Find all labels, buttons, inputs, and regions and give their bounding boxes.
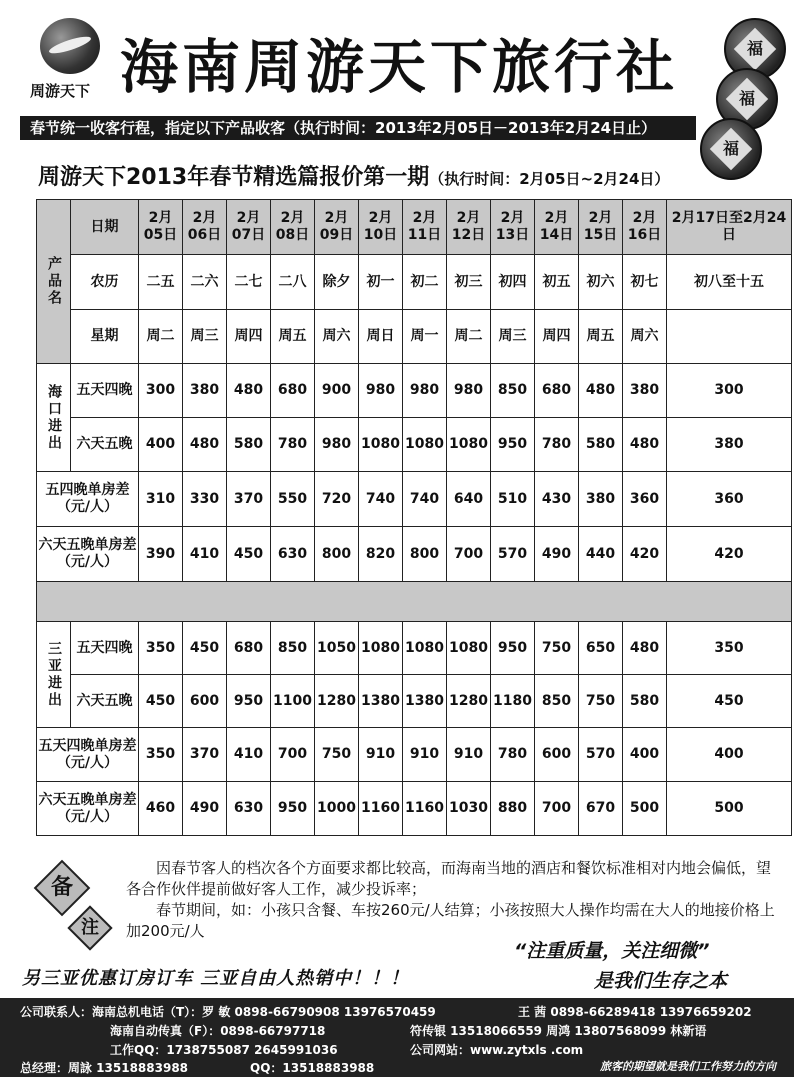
- price-subtitle: [38, 160, 669, 191]
- price-cell: 910: [359, 728, 403, 782]
- price-cell: 800: [315, 527, 359, 582]
- lunar-cell: 初二: [403, 255, 447, 310]
- weekday-cell: 周一: [403, 310, 447, 364]
- date-cell: 2月11日: [403, 200, 447, 255]
- price-cell: 410: [227, 728, 271, 782]
- price-cell: 950: [491, 622, 535, 675]
- single-room-label: 五天四晚单房差（元/人）: [37, 728, 139, 782]
- price-cell: 380: [579, 472, 623, 527]
- price-cell: 700: [447, 527, 491, 582]
- promo-text: 另三亚优惠订房订车 三亚自由人热销中！！！: [22, 968, 410, 989]
- price-cell: 510: [491, 472, 535, 527]
- subtitle-period: （执行时间：2月05日~2月24日）: [429, 170, 670, 188]
- weekday-cell: 周日: [359, 310, 403, 364]
- group-label: [37, 364, 71, 472]
- notice-bar: 春节统一收客行程，指定以下产品收客（执行时间：2013年2月05日－2013年2月24日止）: [20, 116, 696, 140]
- lunar-cell: 初七: [623, 255, 667, 310]
- price-cell: 800: [403, 527, 447, 582]
- price-cell: 680: [271, 364, 315, 418]
- price-cell: 400: [139, 418, 183, 472]
- date-cell: 2月16日: [623, 200, 667, 255]
- lunar-cell: 二八: [271, 255, 315, 310]
- price-cell: 490: [535, 527, 579, 582]
- remark-badge: 注: [67, 905, 112, 950]
- table-row: [37, 310, 792, 364]
- price-cell: 580: [227, 418, 271, 472]
- footer-slogan: 旅客的期望就是我们工作努力的方向: [600, 1060, 776, 1073]
- page-title: 海南周游天下旅行社: [120, 33, 679, 101]
- header: [0, 0, 794, 116]
- weekday-cell: 周四: [535, 310, 579, 364]
- price-cell: 750: [579, 675, 623, 728]
- company-logo: [30, 18, 110, 103]
- lunar-cell: 初一: [359, 255, 403, 310]
- date-cell: 2月14日: [535, 200, 579, 255]
- table-row: [37, 675, 792, 728]
- price-cell: 1280: [447, 675, 491, 728]
- price-cell: 640: [447, 472, 491, 527]
- product-label-text: 产品名: [46, 256, 62, 307]
- price-cell: 950: [271, 782, 315, 836]
- weekday-cell: 周五: [579, 310, 623, 364]
- price-cell: 950: [491, 418, 535, 472]
- price-cell: 1100: [271, 675, 315, 728]
- price-cell: 480: [623, 622, 667, 675]
- price-cell: 380: [183, 364, 227, 418]
- price-cell: 1380: [359, 675, 403, 728]
- date-cell: 2月07日: [227, 200, 271, 255]
- price-cell: 740: [359, 472, 403, 527]
- price-cell: 420: [667, 527, 792, 582]
- table-row: [37, 418, 792, 472]
- price-cell: 480: [227, 364, 271, 418]
- price-cell: 310: [139, 472, 183, 527]
- price-cell: 720: [315, 472, 359, 527]
- remark-text: [126, 858, 776, 942]
- contact-line: 总经理：周詠 13518883988: [20, 1061, 189, 1075]
- date-cell: 2月09日: [315, 200, 359, 255]
- contact-line: 王 茜 0898-66289418 13976659202: [518, 1005, 752, 1019]
- group-label-text: 海口进出: [46, 383, 62, 452]
- date-cell: 2月15日: [579, 200, 623, 255]
- motto-line: “注重质量，关注细微”: [514, 940, 710, 962]
- price-cell: 850: [271, 622, 315, 675]
- weekday-cell: 周二: [447, 310, 491, 364]
- date-cell: 2月08日: [271, 200, 315, 255]
- price-cell: 1160: [359, 782, 403, 836]
- table-row: [37, 728, 792, 782]
- price-cell: 1080: [359, 418, 403, 472]
- price-cell: 910: [447, 728, 491, 782]
- price-cell: 570: [579, 728, 623, 782]
- price-cell: 850: [535, 675, 579, 728]
- date-cell: 2月06日: [183, 200, 227, 255]
- contact-line: 公司网站：www.zytxls .com: [410, 1043, 584, 1057]
- group-label: [37, 622, 71, 728]
- contact-line: 工作QQ：1738755087 2645991036: [110, 1043, 338, 1057]
- contact-line: QQ：13518883988: [250, 1061, 375, 1075]
- price-cell: 680: [227, 622, 271, 675]
- price-cell: 500: [623, 782, 667, 836]
- table-row: [37, 472, 792, 527]
- price-cell: 780: [491, 728, 535, 782]
- lantern-decoration: [694, 0, 794, 195]
- price-cell: 350: [139, 622, 183, 675]
- motto-line: 是我们生存之本: [594, 970, 728, 992]
- price-cell: 580: [623, 675, 667, 728]
- price-cell: 980: [447, 364, 491, 418]
- price-cell: 910: [403, 728, 447, 782]
- price-cell: 440: [579, 527, 623, 582]
- price-cell: 1160: [403, 782, 447, 836]
- price-cell: 1050: [315, 622, 359, 675]
- price-cell: 670: [579, 782, 623, 836]
- lunar-cell: 初六: [579, 255, 623, 310]
- price-cell: 1080: [447, 418, 491, 472]
- price-cell: 570: [491, 527, 535, 582]
- price-cell: 740: [403, 472, 447, 527]
- price-cell: 600: [183, 675, 227, 728]
- product-name: 六天五晚: [71, 418, 139, 472]
- price-cell: 680: [535, 364, 579, 418]
- price-cell: 370: [183, 728, 227, 782]
- price-cell: 750: [315, 728, 359, 782]
- table-row: [37, 255, 792, 310]
- price-cell: 980: [403, 364, 447, 418]
- price-cell: 500: [667, 782, 792, 836]
- price-table: [36, 199, 792, 836]
- price-cell: 450: [139, 675, 183, 728]
- price-cell: 1180: [491, 675, 535, 728]
- price-cell: 630: [271, 527, 315, 582]
- price-cell: 410: [183, 527, 227, 582]
- separator-row: [37, 582, 792, 622]
- price-cell: 450: [227, 527, 271, 582]
- lunar-label: 农历: [71, 255, 139, 310]
- contact-line: 符传银 13518066559 周鸿 13807568099 林新语: [410, 1024, 707, 1038]
- lunar-cell: 初三: [447, 255, 491, 310]
- price-cell: 300: [667, 364, 792, 418]
- remark-line: 春节期间，如：小孩只含餐、车按260元/人结算；小孩按照大人操作均需在大人的地接价格上加200元/人: [126, 901, 775, 940]
- lunar-cell: 二七: [227, 255, 271, 310]
- table-row: [37, 782, 792, 836]
- lantern-icon: 福: [724, 18, 786, 80]
- price-cell: 1030: [447, 782, 491, 836]
- weekday-cell: 周六: [623, 310, 667, 364]
- week-label: 星期: [71, 310, 139, 364]
- price-cell: 480: [579, 364, 623, 418]
- logo-emblem: [40, 18, 100, 74]
- price-cell: 820: [359, 527, 403, 582]
- price-cell: 360: [667, 472, 792, 527]
- price-cell: 350: [667, 622, 792, 675]
- price-cell: 650: [579, 622, 623, 675]
- date-cell: 2月17日至2月24日: [667, 200, 792, 255]
- price-cell: 600: [535, 728, 579, 782]
- product-name: 五天四晚: [71, 364, 139, 418]
- subtitle-main: 周游天下2013年春节精选篇报价第一期: [38, 165, 430, 190]
- price-cell: 950: [227, 675, 271, 728]
- date-cell: 2月05日: [139, 200, 183, 255]
- lantern-icon: 福: [700, 118, 762, 180]
- product-label: [37, 200, 71, 364]
- price-cell: 430: [535, 472, 579, 527]
- price-cell: 490: [183, 782, 227, 836]
- price-cell: 1080: [359, 622, 403, 675]
- price-cell: 850: [491, 364, 535, 418]
- price-cell: 1280: [315, 675, 359, 728]
- date-cell: 2月10日: [359, 200, 403, 255]
- lunar-cell: 初五: [535, 255, 579, 310]
- price-cell: 550: [271, 472, 315, 527]
- price-cell: 1000: [315, 782, 359, 836]
- weekday-cell: 周四: [227, 310, 271, 364]
- date-cell: 2月13日: [491, 200, 535, 255]
- price-cell: 380: [667, 418, 792, 472]
- price-cell: 900: [315, 364, 359, 418]
- price-cell: 700: [535, 782, 579, 836]
- price-cell: 1080: [403, 622, 447, 675]
- lunar-cell: 初四: [491, 255, 535, 310]
- single-room-label: 五四晚单房差（元/人）: [37, 472, 139, 527]
- price-cell: 780: [271, 418, 315, 472]
- price-cell: 330: [183, 472, 227, 527]
- product-name: 六天五晚: [71, 675, 139, 728]
- contact-line: 公司联系人：海南总机电话（T）：罗 敏 0898-66790908 13976570459: [20, 1005, 436, 1019]
- remark-line: 因春节客人的档次各个方面要求都比较高，而海南当地的酒店和餐饮标准相对内地会偏低，望各合作伙伴提前做好客人工作，减少投诉率；: [126, 859, 772, 898]
- date-label: 日期: [71, 200, 139, 255]
- price-cell: 400: [667, 728, 792, 782]
- product-name: 五天四晚: [71, 622, 139, 675]
- table-row: [37, 622, 792, 675]
- price-cell: 750: [535, 622, 579, 675]
- price-cell: 460: [139, 782, 183, 836]
- logo-text: 周游天下: [30, 82, 91, 100]
- price-cell: 580: [579, 418, 623, 472]
- price-cell: 630: [227, 782, 271, 836]
- single-room-label: 六天五晚单房差（元/人）: [37, 527, 139, 582]
- price-cell: 390: [139, 527, 183, 582]
- footer-contacts: [0, 998, 794, 1077]
- weekday-cell: 周三: [491, 310, 535, 364]
- price-cell: 980: [315, 418, 359, 472]
- single-room-label: 六天五晚单房差（元/人）: [37, 782, 139, 836]
- price-cell: 450: [183, 622, 227, 675]
- group-label-text: 三亚进出: [46, 640, 62, 709]
- lunar-cell: 初八至十五: [667, 255, 792, 310]
- weekday-cell: 周三: [183, 310, 227, 364]
- table-row: [37, 364, 792, 418]
- price-cell: 1080: [447, 622, 491, 675]
- table-row: [37, 200, 792, 255]
- price-cell: 1380: [403, 675, 447, 728]
- lunar-cell: 二五: [139, 255, 183, 310]
- price-cell: 450: [667, 675, 792, 728]
- price-cell: 400: [623, 728, 667, 782]
- price-cell: 350: [139, 728, 183, 782]
- weekday-cell: 周六: [315, 310, 359, 364]
- price-cell: 480: [623, 418, 667, 472]
- weekday-cell: 周五: [271, 310, 315, 364]
- table-row: [37, 527, 792, 582]
- price-cell: 880: [491, 782, 535, 836]
- separator-cell: [37, 582, 792, 622]
- price-cell: 780: [535, 418, 579, 472]
- price-cell: 480: [183, 418, 227, 472]
- lantern-icon: 福: [716, 68, 778, 130]
- contact-line: 海南自动传真（F）：0898-66797718: [110, 1024, 326, 1038]
- price-cell: 360: [623, 472, 667, 527]
- price-cell: 380: [623, 364, 667, 418]
- price-cell: 700: [271, 728, 315, 782]
- price-cell: 370: [227, 472, 271, 527]
- lunar-cell: 二六: [183, 255, 227, 310]
- lunar-cell: 除夕: [315, 255, 359, 310]
- remark-badge: 备: [34, 860, 91, 917]
- weekday-cell: 周二: [139, 310, 183, 364]
- weekday-cell: [667, 310, 792, 364]
- date-cell: 2月12日: [447, 200, 491, 255]
- price-cell: 300: [139, 364, 183, 418]
- price-cell: 980: [359, 364, 403, 418]
- price-cell: 1080: [403, 418, 447, 472]
- price-cell: 420: [623, 527, 667, 582]
